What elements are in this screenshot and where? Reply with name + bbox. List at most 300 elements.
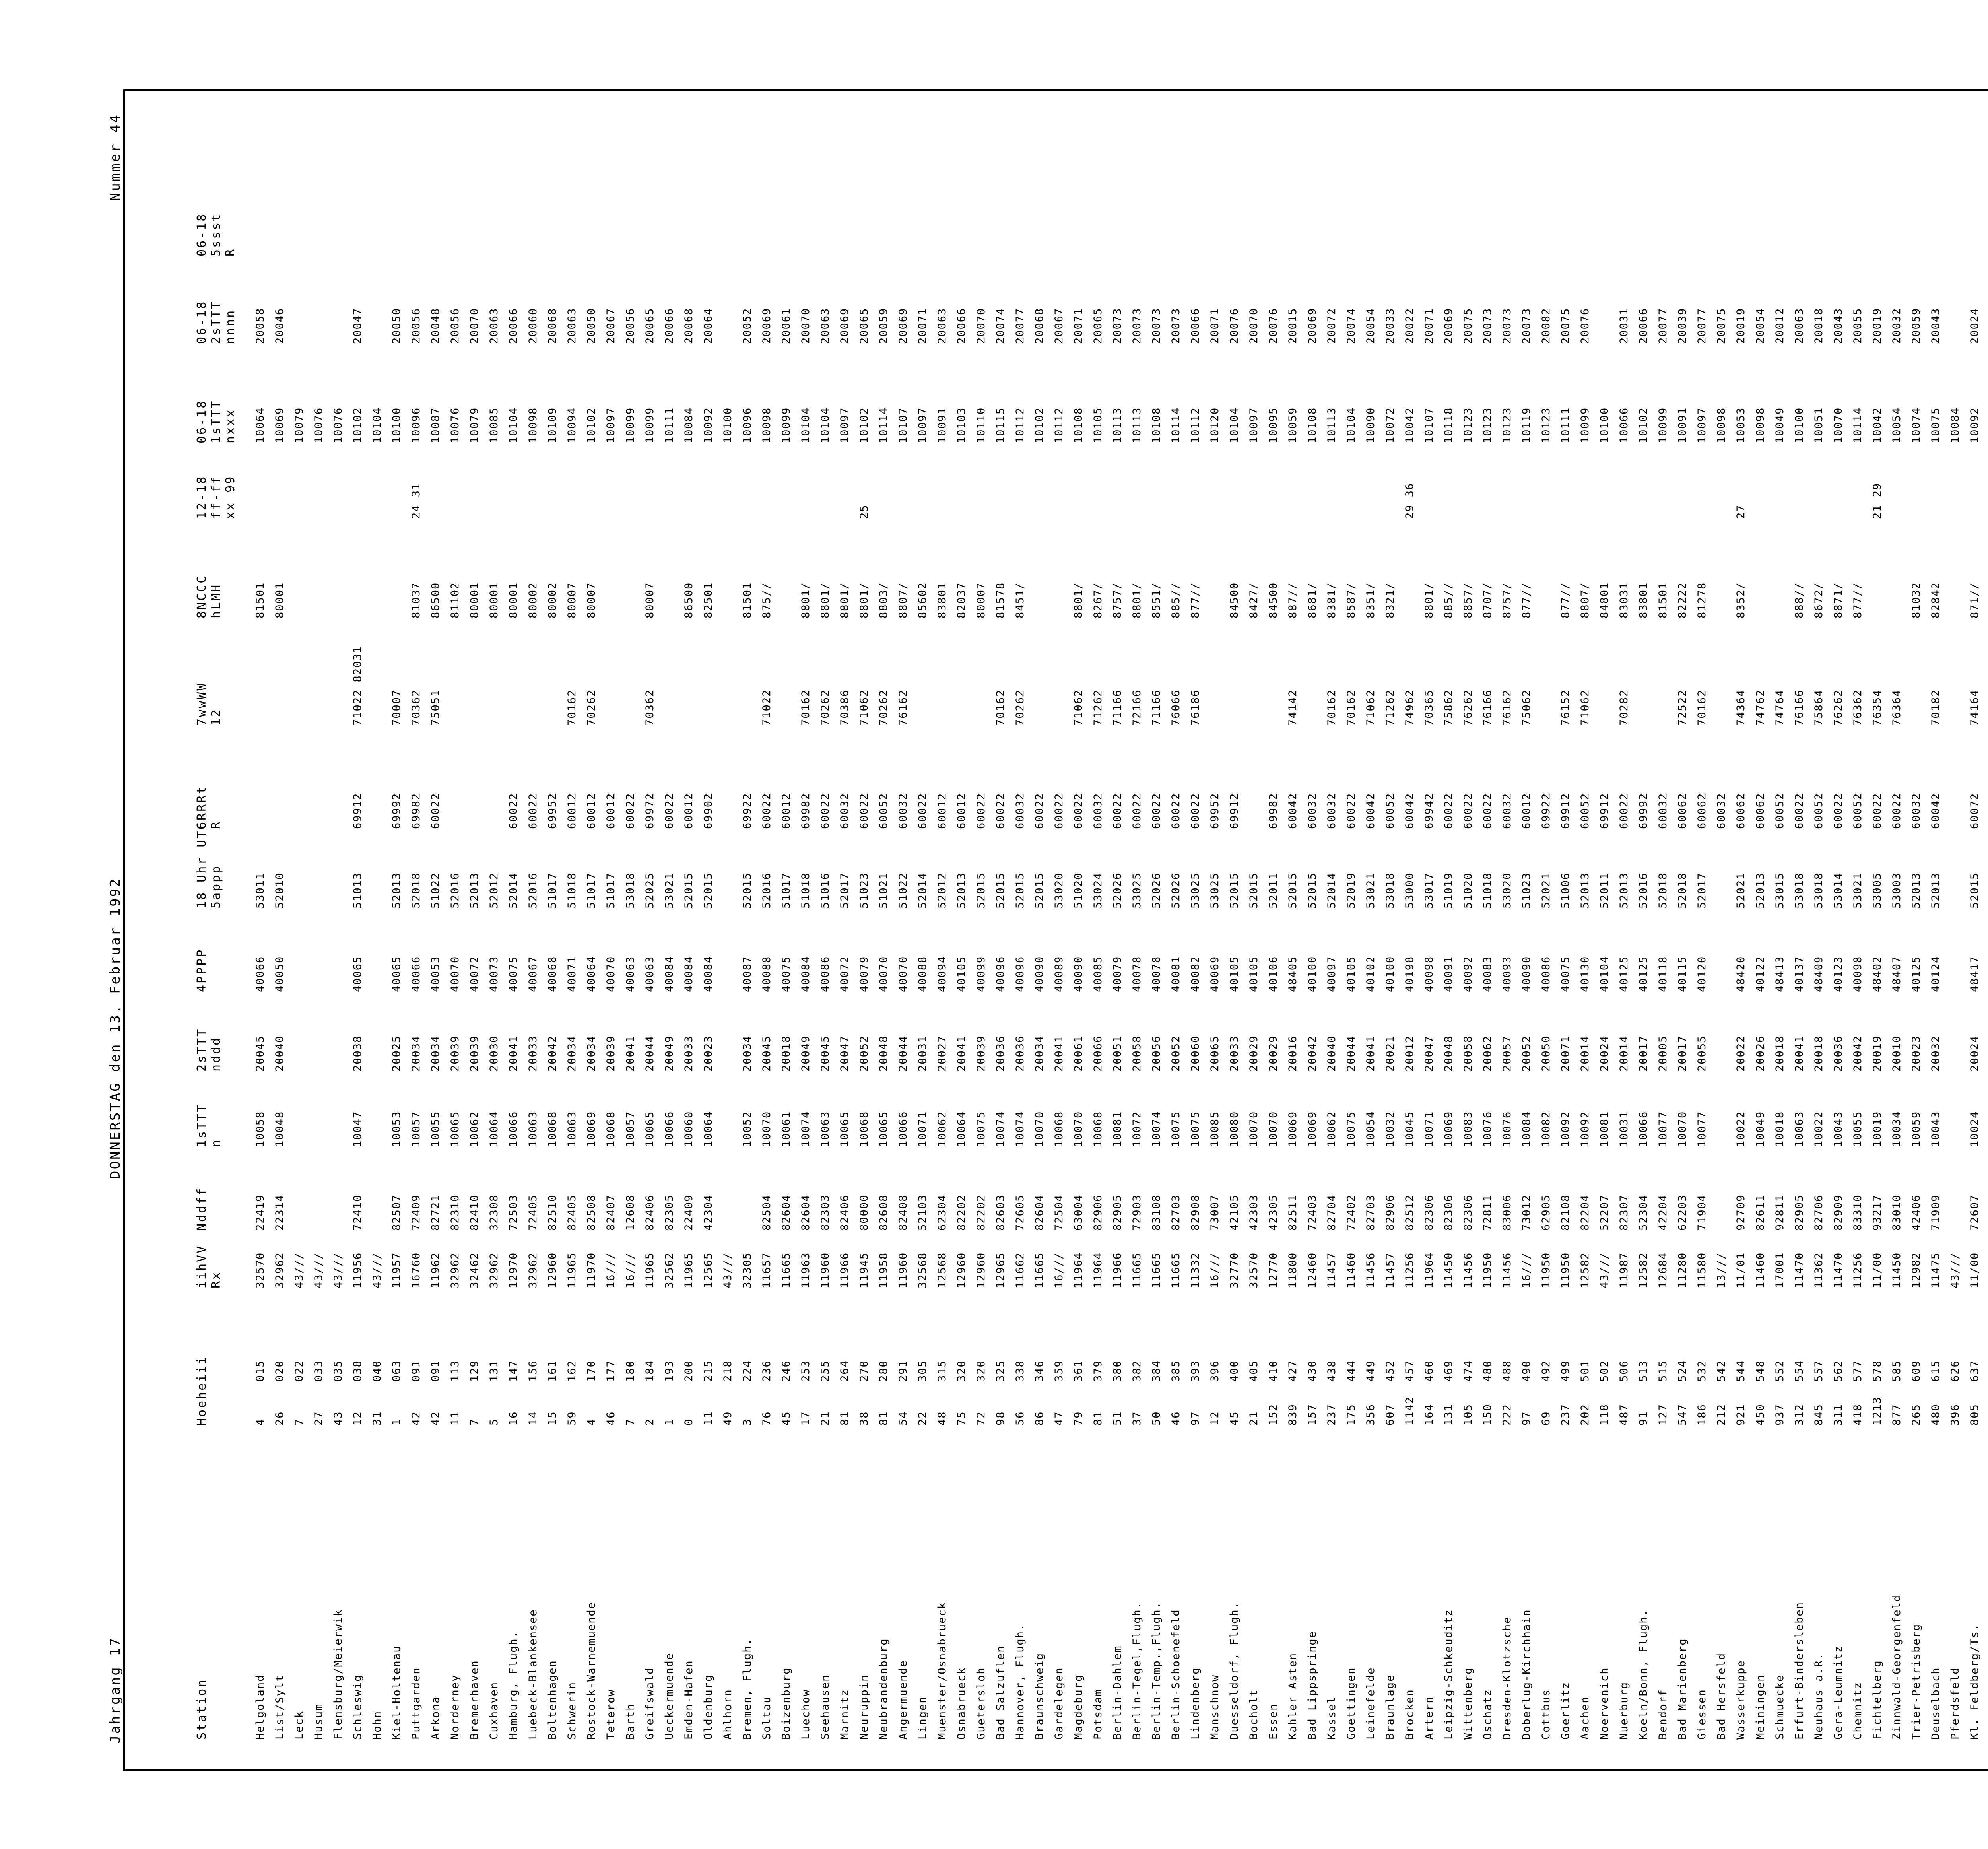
table-row bbox=[1887, 109, 1906, 1740]
table-cell: 16/// bbox=[1520, 1252, 1533, 1288]
table-cell: 10102 bbox=[351, 407, 364, 443]
table-cell: 10066 bbox=[1618, 407, 1630, 443]
table-cell: 175 bbox=[1345, 1404, 1357, 1426]
table-cell: 20023 bbox=[702, 1035, 714, 1072]
table-cell bbox=[1984, 689, 1988, 726]
table-cell: 71262 bbox=[1384, 689, 1396, 726]
table-cell: 10114 bbox=[1852, 407, 1864, 443]
table-row bbox=[1984, 109, 1988, 1740]
table-cell: 11/00 bbox=[1871, 1252, 1883, 1288]
station-name: Goerlitz bbox=[1559, 1681, 1572, 1740]
table-cell: 10069 bbox=[1306, 1111, 1318, 1147]
table-cell: 457 bbox=[1404, 1360, 1416, 1382]
table-cell: 224 bbox=[741, 1360, 753, 1382]
table-cell: 82906 bbox=[1092, 1194, 1104, 1231]
table-cell: 129 bbox=[468, 1360, 481, 1382]
table-cell: 56 bbox=[1014, 1411, 1026, 1426]
table-cell: 60062 bbox=[1735, 792, 1747, 829]
table-cell: 20039 bbox=[975, 1035, 987, 1072]
table-cell: 20034 bbox=[410, 1035, 422, 1072]
table-cell: 10098 bbox=[1715, 407, 1728, 443]
table-cell: 10068 bbox=[858, 1111, 870, 1147]
table-cell: 53018 bbox=[1793, 872, 1806, 909]
table-cell: 20069 bbox=[897, 307, 909, 344]
table-cell: 52026 bbox=[1111, 872, 1124, 909]
table-cell: 12565 bbox=[702, 1252, 714, 1288]
table-cell: 72166 bbox=[1131, 689, 1143, 726]
table-cell: 40098 bbox=[1423, 956, 1435, 992]
table-cell: 13/// bbox=[1715, 1252, 1728, 1288]
table-cell: 40092 bbox=[1462, 956, 1474, 992]
station-name: Kassel bbox=[1326, 1696, 1338, 1740]
table-cell: 69992 bbox=[390, 792, 403, 829]
table-cell: 10049 bbox=[1754, 1111, 1767, 1147]
table-cell: 10084 bbox=[683, 407, 695, 443]
table-row bbox=[1790, 109, 1809, 1740]
table-cell: 10084 bbox=[1949, 407, 1961, 443]
table-cell: 82604 bbox=[1033, 1194, 1046, 1231]
table-cell: 20050 bbox=[390, 307, 403, 344]
table-cell: 75864 bbox=[1813, 689, 1825, 726]
table-cell: 82704 bbox=[1326, 1194, 1338, 1231]
table-cell: 75862 bbox=[1442, 689, 1455, 726]
station-name: Gera-Leumnitz bbox=[1832, 1645, 1844, 1740]
table-cell: 48413 bbox=[1774, 956, 1786, 992]
table-cell: 469 bbox=[1442, 1360, 1455, 1382]
table-cell: 20041 bbox=[507, 1035, 520, 1072]
table-cell: 20045 bbox=[819, 1035, 831, 1072]
table-cell: 51018 bbox=[1481, 872, 1494, 909]
table-cell: 40125 bbox=[1618, 956, 1630, 992]
table-row bbox=[1614, 109, 1634, 1740]
table-row bbox=[660, 109, 679, 1740]
table-cell: 8757/ bbox=[1501, 582, 1513, 618]
table-cell: 52013 bbox=[390, 872, 403, 909]
table-cell: 10064 bbox=[955, 1111, 968, 1147]
table-cell: 10057 bbox=[624, 1111, 637, 1147]
station-name: Leck bbox=[293, 1710, 305, 1740]
station-name: Doberlug-Kirchhain bbox=[1520, 1609, 1533, 1740]
table-cell: 10075 bbox=[1189, 1111, 1202, 1147]
table-row bbox=[718, 109, 738, 1740]
table-cell: 83801 bbox=[1637, 582, 1650, 618]
table-cell: 81 bbox=[878, 1411, 890, 1426]
table-cell: 12582 bbox=[1579, 1252, 1591, 1288]
table-cell: 20026 bbox=[1754, 1035, 1767, 1072]
table-cell: 52013 bbox=[1618, 872, 1630, 909]
table-cell: 20071 bbox=[916, 307, 929, 344]
table-cell: 20041 bbox=[1053, 1035, 1065, 1072]
table-cell: 11965 bbox=[644, 1252, 656, 1288]
table-cell: 10076 bbox=[332, 407, 344, 443]
table-cell: 10018 bbox=[1774, 1111, 1786, 1147]
table-cell bbox=[1984, 1111, 1988, 1147]
table-cell: 379 bbox=[1092, 1360, 1104, 1382]
table-cell: 10066 bbox=[897, 1111, 909, 1147]
table-cell: 52015 bbox=[1969, 872, 1981, 909]
table-cell: 32308 bbox=[488, 1194, 500, 1231]
table-cell: 356 bbox=[1365, 1404, 1377, 1426]
station-name: Leipzig-Schkeuditz bbox=[1442, 1609, 1455, 1740]
table-cell: 20061 bbox=[780, 307, 792, 344]
table-cell: 20018 bbox=[780, 1035, 792, 1072]
table-row bbox=[757, 109, 777, 1740]
table-cell: 40070 bbox=[878, 956, 890, 992]
table-cell: 10091 bbox=[936, 407, 948, 443]
station-name: Erfurt-Bindersleben bbox=[1793, 1602, 1806, 1740]
table-cell: 20040 bbox=[274, 1035, 286, 1072]
table-cell: 11256 bbox=[1852, 1252, 1864, 1288]
table-cell: 10072 bbox=[1384, 407, 1396, 443]
table-cell: 97 bbox=[1520, 1411, 1533, 1426]
table-cell: 562 bbox=[1832, 1360, 1844, 1382]
table-cell: 82603 bbox=[994, 1194, 1007, 1231]
table-row bbox=[1945, 109, 1965, 1740]
table-cell: 20012 bbox=[1404, 1035, 1416, 1072]
table-cell: 80001 bbox=[274, 582, 286, 618]
table-cell: 42303 bbox=[1248, 1194, 1260, 1231]
table-cell: 10063 bbox=[819, 1111, 831, 1147]
table-cell bbox=[1984, 1035, 1988, 1072]
table-cell: 82905 bbox=[1111, 1194, 1124, 1231]
table-cell: 76186 bbox=[1189, 689, 1202, 726]
table-cell: 52014 bbox=[1326, 872, 1338, 909]
table-cell: 487 bbox=[1618, 1404, 1630, 1426]
table-cell: 11662 bbox=[1014, 1252, 1026, 1288]
table-cell: 20042 bbox=[1852, 1035, 1864, 1072]
table-cell: 32462 bbox=[468, 1252, 481, 1288]
table-cell: 20052 bbox=[858, 1035, 870, 1072]
table-cell: 40088 bbox=[916, 956, 929, 992]
weather-table bbox=[250, 109, 1988, 1740]
table-cell: 12582 bbox=[1637, 1252, 1650, 1288]
table-cell: 11665 bbox=[1170, 1252, 1182, 1288]
table-cell: 20045 bbox=[761, 1035, 773, 1072]
page-heading bbox=[107, 113, 143, 1744]
table-cell: 82706 bbox=[1813, 1194, 1825, 1231]
table-cell: 76364 bbox=[1891, 689, 1903, 726]
table-cell: 60022 bbox=[1793, 792, 1806, 829]
table-cell: 8352/ bbox=[1735, 582, 1747, 618]
table-cell: 53021 bbox=[1852, 872, 1864, 909]
table-row bbox=[1283, 109, 1303, 1740]
table-cell: 10058 bbox=[254, 1111, 266, 1147]
table-cell: 20070 bbox=[800, 307, 812, 344]
table-cell: 60032 bbox=[1715, 792, 1728, 829]
table-cell: 12960 bbox=[955, 1252, 968, 1288]
table-cell: 32562 bbox=[663, 1252, 676, 1288]
table-cell: 20073 bbox=[1170, 307, 1182, 344]
station-name: Boizenburg bbox=[780, 1667, 792, 1740]
table-cell: 82303 bbox=[819, 1194, 831, 1231]
table-cell: 10068 bbox=[1092, 1111, 1104, 1147]
table-cell: 10064 bbox=[702, 1111, 714, 1147]
table-cell: 82721 bbox=[429, 1194, 442, 1231]
table-cell: 10045 bbox=[1404, 1111, 1416, 1147]
table-cell: 20039 bbox=[1676, 307, 1689, 344]
table-cell: 10104 bbox=[1228, 407, 1241, 443]
table-cell: 76262 bbox=[1462, 689, 1474, 726]
table-cell: 74764 bbox=[1774, 689, 1786, 726]
table-cell: 60022 bbox=[1111, 792, 1124, 829]
table-cell: 10097 bbox=[916, 407, 929, 443]
table-cell: 577 bbox=[1852, 1360, 1864, 1382]
table-cell: 548 bbox=[1754, 1360, 1767, 1382]
table-cell: 52016 bbox=[449, 872, 461, 909]
table-cell: 270 bbox=[858, 1360, 870, 1382]
table-cell: 60022 bbox=[527, 792, 539, 829]
table-cell: 40065 bbox=[390, 956, 403, 992]
table-cell: 20039 bbox=[449, 1035, 461, 1072]
table-cell: 338 bbox=[1014, 1360, 1026, 1382]
table-cell bbox=[1984, 1252, 1988, 1288]
table-cell: 51018 bbox=[566, 872, 578, 909]
table-cell: 10072 bbox=[1131, 1111, 1143, 1147]
table-cell: 32568 bbox=[916, 1252, 929, 1288]
table-cell: 10048 bbox=[274, 1111, 286, 1147]
table-cell bbox=[1984, 872, 1988, 909]
table-cell: 10092 bbox=[702, 407, 714, 443]
station-name: Ueckermuende bbox=[663, 1652, 676, 1740]
table-cell: 10022 bbox=[1813, 1111, 1825, 1147]
station-name: Chemnitz bbox=[1852, 1681, 1864, 1740]
table-cell: 20039 bbox=[605, 1035, 617, 1072]
table-row bbox=[777, 109, 796, 1740]
column-header: 18 Uhr UTC 5appp bbox=[195, 821, 223, 909]
table-cell: 81501 bbox=[1657, 582, 1669, 618]
table-cell: 20059 bbox=[1910, 307, 1922, 344]
table-cell: 53025 bbox=[1131, 872, 1143, 909]
station-name: Wittenberg bbox=[1462, 1667, 1474, 1740]
table-cell: 32962 bbox=[488, 1252, 500, 1288]
table-cell: 76 bbox=[761, 1411, 773, 1426]
table-cell: 10123 bbox=[1462, 407, 1474, 443]
table-cell: 82604 bbox=[780, 1194, 792, 1231]
station-name: Manschnow bbox=[1209, 1674, 1221, 1740]
table-cell: 805 bbox=[1969, 1404, 1981, 1426]
table-row bbox=[932, 109, 952, 1740]
table-cell: 20055 bbox=[1852, 307, 1864, 344]
table-cell: 42406 bbox=[1910, 1194, 1922, 1231]
table-cell: 43/// bbox=[1598, 1252, 1611, 1288]
table-cell: 218 bbox=[722, 1360, 734, 1382]
station-name: Barth bbox=[624, 1703, 637, 1740]
table-cell: 52015 bbox=[1287, 872, 1299, 909]
table-cell: 60022 bbox=[1033, 792, 1046, 829]
table-cell: 474 bbox=[1462, 1360, 1474, 1382]
table-cell: 52026 bbox=[1170, 872, 1182, 909]
table-cell: 82406 bbox=[839, 1194, 851, 1231]
table-cell: 921 bbox=[1735, 1404, 1747, 1426]
table-cell: 80007 bbox=[644, 582, 656, 618]
table-cell: 127 bbox=[1657, 1404, 1669, 1426]
table-cell: 10034 bbox=[1891, 1111, 1903, 1147]
table-cell: 40093 bbox=[1501, 956, 1513, 992]
table-cell: 69952 bbox=[1209, 792, 1221, 829]
table-cell: 75062 bbox=[1520, 689, 1533, 726]
table-cell: 10055 bbox=[1852, 1111, 1864, 1147]
table-cell bbox=[1984, 1194, 1988, 1231]
table-cell: 60052 bbox=[878, 792, 890, 829]
table-cell: 11 bbox=[449, 1411, 461, 1426]
table-cell: 86500 bbox=[429, 582, 442, 618]
station-name: Rostock-Warnemuende bbox=[585, 1602, 598, 1740]
table-cell: 52015 bbox=[1228, 872, 1241, 909]
table-row bbox=[1868, 109, 1887, 1740]
table-cell: 52103 bbox=[916, 1194, 929, 1231]
table-row bbox=[1926, 109, 1945, 1740]
table-cell: 501 bbox=[1579, 1360, 1591, 1382]
column-header: Nddff bbox=[195, 1187, 209, 1231]
station-name: Lingen bbox=[916, 1696, 929, 1740]
table-cell: 70386 bbox=[839, 689, 851, 726]
table-cell: 10070 bbox=[1072, 1111, 1085, 1147]
table-cell: 60062 bbox=[1754, 792, 1767, 829]
table-cell: 51022 bbox=[897, 872, 909, 909]
station-name: Emden-Hafen bbox=[683, 1660, 695, 1740]
table-cell: 59 bbox=[566, 1411, 578, 1426]
station-name: Meiningen bbox=[1754, 1674, 1767, 1740]
table-cell: 438 bbox=[1326, 1360, 1338, 1382]
table-cell: 118 bbox=[1598, 1404, 1611, 1426]
table-cell: 11950 bbox=[1540, 1252, 1552, 1288]
table-cell: 177 bbox=[605, 1360, 617, 1382]
table-cell: 52017 bbox=[1696, 872, 1708, 909]
table-cell: 10080 bbox=[1228, 1111, 1241, 1147]
table-cell: 20042 bbox=[1306, 1035, 1318, 1072]
table-cell: 10113 bbox=[1111, 407, 1124, 443]
table-cell: 81 bbox=[839, 1411, 851, 1426]
table-cell: 82204 bbox=[1579, 1194, 1591, 1231]
table-cell: 40137 bbox=[1793, 956, 1806, 992]
table-cell: 82407 bbox=[605, 1194, 617, 1231]
table-row bbox=[796, 109, 815, 1740]
table-cell: 8451/ bbox=[1014, 582, 1026, 618]
table-cell: 10059 bbox=[1910, 1111, 1922, 1147]
table-cell: 20069 bbox=[839, 307, 851, 344]
table-cell: 11964 bbox=[1072, 1252, 1085, 1288]
table-row bbox=[465, 109, 484, 1740]
table-cell: 480 bbox=[1930, 1404, 1942, 1426]
table-cell: 20066 bbox=[1092, 1035, 1104, 1072]
table-cell: 10062 bbox=[936, 1111, 948, 1147]
table-cell: 40070 bbox=[605, 956, 617, 992]
table-cell: 10066 bbox=[1637, 1111, 1650, 1147]
table-cell: 40105 bbox=[1228, 956, 1241, 992]
table-cell: 22 bbox=[916, 1411, 929, 1426]
table-row bbox=[952, 109, 971, 1740]
table-cell: 82703 bbox=[1170, 1194, 1182, 1231]
table-cell: 10097 bbox=[839, 407, 851, 443]
table-cell: 40071 bbox=[566, 956, 578, 992]
table-cell: 69992 bbox=[1637, 792, 1650, 829]
table-cell: 499 bbox=[1559, 1360, 1572, 1382]
table-cell: 20043 bbox=[1930, 307, 1942, 344]
table-cell: 8801/ bbox=[819, 582, 831, 618]
table-cell: 38 bbox=[858, 1411, 870, 1426]
table-row bbox=[699, 109, 718, 1740]
table-cell: 20061 bbox=[1072, 1035, 1085, 1072]
table-cell: 63004 bbox=[1072, 1194, 1085, 1231]
table-cell: 11962 bbox=[429, 1252, 442, 1288]
table-cell: 60022 bbox=[1462, 792, 1474, 829]
table-cell: 82703 bbox=[1365, 1194, 1377, 1231]
table-cell: 45 bbox=[1228, 1411, 1241, 1426]
table-cell: 51022 bbox=[429, 872, 442, 909]
table-cell: 8681/ bbox=[1306, 582, 1318, 618]
table-cell: 11657 bbox=[761, 1252, 773, 1288]
table-cell: 10070 bbox=[1248, 1111, 1260, 1147]
table-row bbox=[523, 109, 543, 1740]
table-cell: 20034 bbox=[429, 1035, 442, 1072]
table-cell: 10069 bbox=[1287, 1111, 1299, 1147]
table-cell: 20046 bbox=[274, 307, 286, 344]
table-cell: 11470 bbox=[1832, 1252, 1844, 1288]
table-cell: 10076 bbox=[1501, 1111, 1513, 1147]
table-cell: 8672/ bbox=[1813, 582, 1825, 618]
table-cell: 10024 bbox=[1969, 1111, 1981, 1147]
table-cell: 10097 bbox=[1696, 407, 1708, 443]
table-cell: 222 bbox=[1501, 1404, 1513, 1426]
table-cell: 60042 bbox=[1404, 792, 1416, 829]
table-cell: 48405 bbox=[1287, 956, 1299, 992]
table-cell: 52014 bbox=[507, 872, 520, 909]
table-cell: 60022 bbox=[1618, 792, 1630, 829]
table-cell: 81037 bbox=[410, 582, 422, 618]
column-header: 7wwWW 12 bbox=[195, 682, 223, 726]
date-title: DONNERSTAG den 13. Februar 1992 bbox=[107, 877, 123, 1179]
table-cell: 20063 bbox=[488, 307, 500, 344]
table-cell: 74364 bbox=[1735, 689, 1747, 726]
table-cell: 10069 bbox=[1442, 1111, 1455, 1147]
table-cell: 60022 bbox=[858, 792, 870, 829]
table-cell: 40125 bbox=[1637, 956, 1650, 992]
table-cell: 40075 bbox=[507, 956, 520, 992]
table-row bbox=[913, 109, 932, 1740]
station-name: Lindenberg bbox=[1189, 1667, 1202, 1740]
table-cell: 10054 bbox=[1891, 407, 1903, 443]
table-cell: 60022 bbox=[1150, 792, 1163, 829]
table-cell: 20043 bbox=[1832, 307, 1844, 344]
table-cell: 7 bbox=[293, 1418, 305, 1426]
table-cell: 20058 bbox=[254, 307, 266, 344]
table-cell: 80002 bbox=[527, 582, 539, 618]
table-cell: 60022 bbox=[1072, 792, 1085, 829]
table-cell: 12770 bbox=[1267, 1252, 1279, 1288]
column-header: Station bbox=[195, 1678, 209, 1740]
station-name: Pferdsfeld bbox=[1949, 1667, 1961, 1740]
table-cell: 10060 bbox=[683, 1111, 695, 1147]
table-row bbox=[1419, 109, 1439, 1740]
table-cell: 10102 bbox=[1637, 407, 1650, 443]
table-cell: 20058 bbox=[1462, 1035, 1474, 1072]
table-cell: 10032 bbox=[1384, 1111, 1396, 1147]
table-row bbox=[1751, 109, 1770, 1740]
table-cell: 40105 bbox=[1345, 956, 1357, 992]
table-cell: 8801/ bbox=[1072, 582, 1085, 618]
table-cell: 70162 bbox=[800, 689, 812, 726]
table-cell: 10111 bbox=[663, 407, 676, 443]
table-cell: 16/// bbox=[605, 1252, 617, 1288]
table-cell: 82410 bbox=[468, 1194, 481, 1231]
table-cell: 12460 bbox=[1306, 1252, 1318, 1288]
table-cell bbox=[1984, 1360, 1988, 1382]
table-cell: 53021 bbox=[1365, 872, 1377, 909]
table-cell: 70162 bbox=[1696, 689, 1708, 726]
table-row bbox=[1575, 109, 1595, 1740]
table-cell: 405 bbox=[1248, 1360, 1260, 1382]
table-cell: 10081 bbox=[1111, 1111, 1124, 1147]
